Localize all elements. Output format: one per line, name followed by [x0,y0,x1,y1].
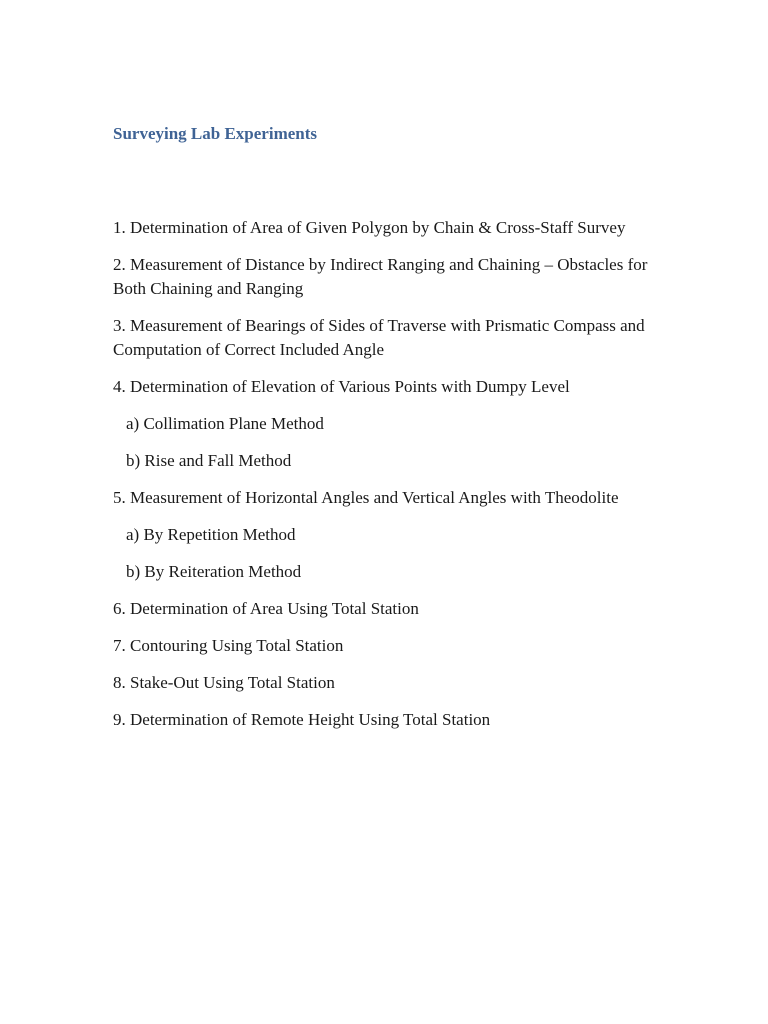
list-item: 2. Measurement of Distance by Indirect Ranging and Chaining – Obstacles for Both Chaining and Ranging [113,255,648,298]
list-item: 9. Determination of Remote Height Using Total Station [113,710,491,729]
list-item: 7. Contouring Using Total Station [113,636,344,655]
sub-list-item: a) By Repetition Method [126,525,296,544]
list-item: 5. Measurement of Horizontal Angles and Vertical Angles with Theodolite [113,488,619,507]
document-title: Surveying Lab Experiments [113,124,318,143]
list-item: 1. Determination of Area of Given Polygon by Chain & Cross-Staff Survey [113,218,626,237]
sub-list-item: b) By Reiteration Method [126,562,302,581]
list-item: 8. Stake-Out Using Total Station [113,673,335,692]
sub-list-item: a) Collimation Plane Method [126,414,324,433]
experiment-list [113,216,673,745]
sub-list-item: b) Rise and Fall Method [126,451,292,470]
list-item: 4. Determination of Elevation of Various Points with Dumpy Level [113,377,570,396]
list-item: 6. Determination of Area Using Total Station [113,599,419,618]
list-item: 3. Measurement of Bearings of Sides of Traverse with Prismatic Compass and Computation of Correct Included Angle [113,316,645,359]
